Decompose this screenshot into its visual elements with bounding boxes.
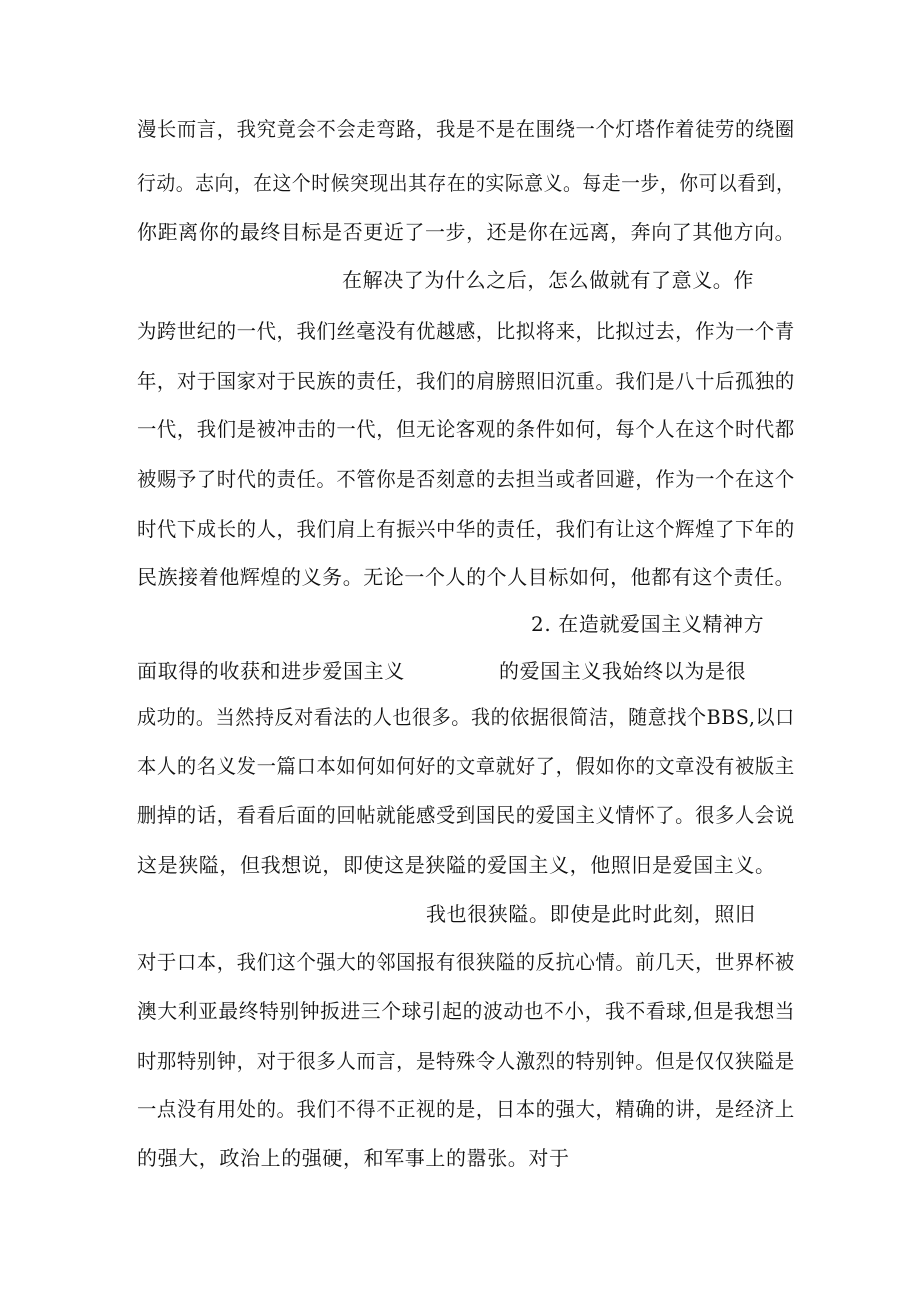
text-line: 的强大，政治上的强硬，和军事上的嚣张。对于 — [137, 1146, 570, 1170]
text-line: 成功的。当然持反对看法的人也很多。我的依据很简洁，随意找个BBS,以口 — [137, 705, 795, 729]
text-line: 行动。志向，在这个时候突现出其存在的实际意义。每走一步，你可以看到， — [137, 171, 796, 195]
text-line: 漫长而言，我究竟会不会走弯路，我是不是在围绕一个灯塔作着徒劳的绕圈 — [137, 117, 795, 141]
text-line: 这是狭隘，但我想说，即使这是狭隘的爱国主义，他照旧是爱国主义。 — [137, 853, 776, 877]
text-line: 删掉的话，看看后面的回帖就能感受到国民的爱国主义情怀了。很多人会说 — [137, 803, 795, 827]
text-line: 被赐予了时代的责任。不管你是否刻意的去担当或者回避，作为一个在这个 — [137, 467, 795, 491]
text-line: 民族接着他辉煌的义务。无论一个人的个人目标如何，他都有这个责任。 — [137, 565, 796, 589]
text-line: 在解决了为什么之后，怎么做就有了意义。作 — [342, 268, 754, 292]
section-heading: 2. 在造就爱国主义精神方 — [531, 612, 765, 636]
text-line: 一代，我们是被冲击的一代，但无论客观的条件如何，每个人在这个时代都 — [137, 417, 795, 441]
text-line: 为跨世纪的一代，我们丝毫没有优越感，比拟将来，比拟过去，作为一个青 — [137, 319, 795, 343]
text-line: 对于口本，我们这个强大的邻国报有很狭隘的反抗心情。前几天，世界杯被 — [137, 950, 795, 974]
text-line: 时那特别钟，对于很多人而言，是特殊令人激烈的特别钟。但是仅仅狭隘是 — [137, 1049, 795, 1073]
text-line: 时代下成长的人，我们肩上有振兴中华的责任，我们有让这个辉煌了下年的 — [137, 517, 795, 541]
text-line: 一点没有用处的。我们不得不正视的是，日本的强大，精确的讲，是经济上 — [137, 1097, 795, 1121]
text-line: 本人的名义发一篇口本如何如何好的文章就好了，假如你的文章没有被版主 — [137, 754, 795, 778]
text-line: 年，对于国家对于民族的责任，我们的肩膀照旧沉重。我们是八十后孤独的 — [137, 369, 795, 393]
text-line: 你距离你的最终目标是否更近了一步，还是你在远离，奔向了其他方向。 — [137, 220, 796, 244]
text-line: 面取得的收获和进步爱国主义 — [137, 659, 405, 683]
text-line: 的爱国主义我始终以为是很 — [499, 659, 747, 683]
text-line: 我也很狭隘。即使是此时此刻，照旧 — [426, 902, 756, 926]
text-line: 澳大利亚最终特别钟扳进三个球引起的波动也不小，我不看球,但是我想当 — [137, 999, 796, 1023]
